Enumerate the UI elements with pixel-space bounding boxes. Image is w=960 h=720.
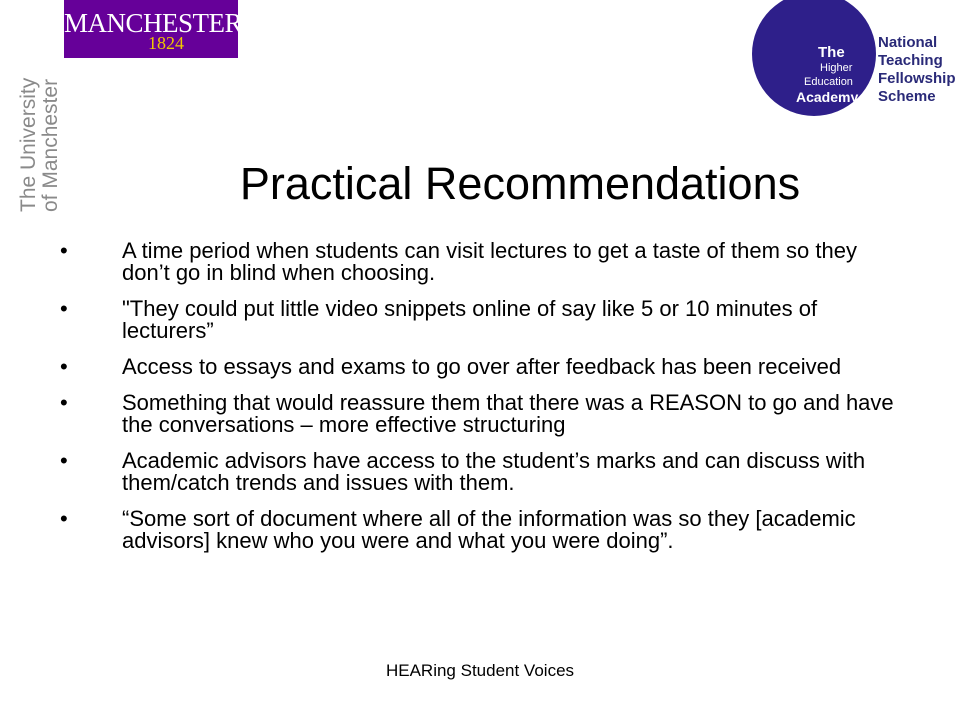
bullet-dot-icon: • (60, 448, 68, 473)
bullet-item (60, 450, 900, 494)
bullet-dot-icon: • (60, 506, 68, 531)
bullet-item (60, 392, 900, 436)
university-of-manchester-wordmark (18, 78, 62, 212)
ntfs-wordmark (878, 34, 956, 106)
hea-circle-emblem (752, 0, 876, 116)
ntfs-line3: Fellowship (878, 70, 956, 87)
bullet-item (60, 298, 900, 342)
hea-line1: The (818, 44, 845, 61)
ntfs-line1: National (878, 34, 938, 51)
hea-line2: Higher (820, 62, 853, 74)
bullet-list (60, 240, 900, 566)
slide-footer: HEARing Student Voices (385, 661, 575, 680)
bullet-text: "They could put little video snippets online of say like 5 or 10 minutes of lecturers” (122, 296, 818, 343)
bullet-text: Something that would reassure them that there was a REASON to go and have the conversations – more effective structuring (122, 390, 894, 437)
bullet-text: Access to essays and exams to go over after feedback has been received (122, 354, 842, 379)
slide-title: Practical Recommendations (239, 158, 801, 209)
bullet-item (60, 356, 900, 378)
bullet-dot-icon: • (60, 390, 68, 415)
bullet-text: “Some sort of document where all of the information was so they [academic advisors] knew who you were and what you were doing”. (122, 506, 856, 553)
bullet-item (60, 240, 900, 284)
manchester-logo-word: MANCHESTER (64, 8, 243, 38)
hea-line4: Academy (796, 89, 859, 105)
bullet-text: A time period when students can visit lectures to get a taste of them so they don’t go in blind when choosing. (122, 238, 857, 285)
bullet-dot-icon: • (60, 296, 68, 321)
hea-line3: Education (804, 76, 853, 88)
bullet-text: Academic advisors have access to the student’s marks and can discuss with them/catch trends and issues with them. (122, 448, 866, 495)
ntfs-line4: Scheme (878, 88, 936, 105)
university-wordmark-line1: The University (17, 77, 40, 212)
manchester-logo-year: 1824 (148, 33, 184, 53)
university-wordmark-line2: of Manchester (39, 78, 62, 212)
bullet-item (60, 508, 900, 552)
manchester-logo (64, 0, 243, 58)
bullet-dot-icon: • (60, 354, 68, 379)
bullet-dot-icon: • (60, 238, 68, 263)
ntfs-line2: Teaching (878, 52, 943, 69)
